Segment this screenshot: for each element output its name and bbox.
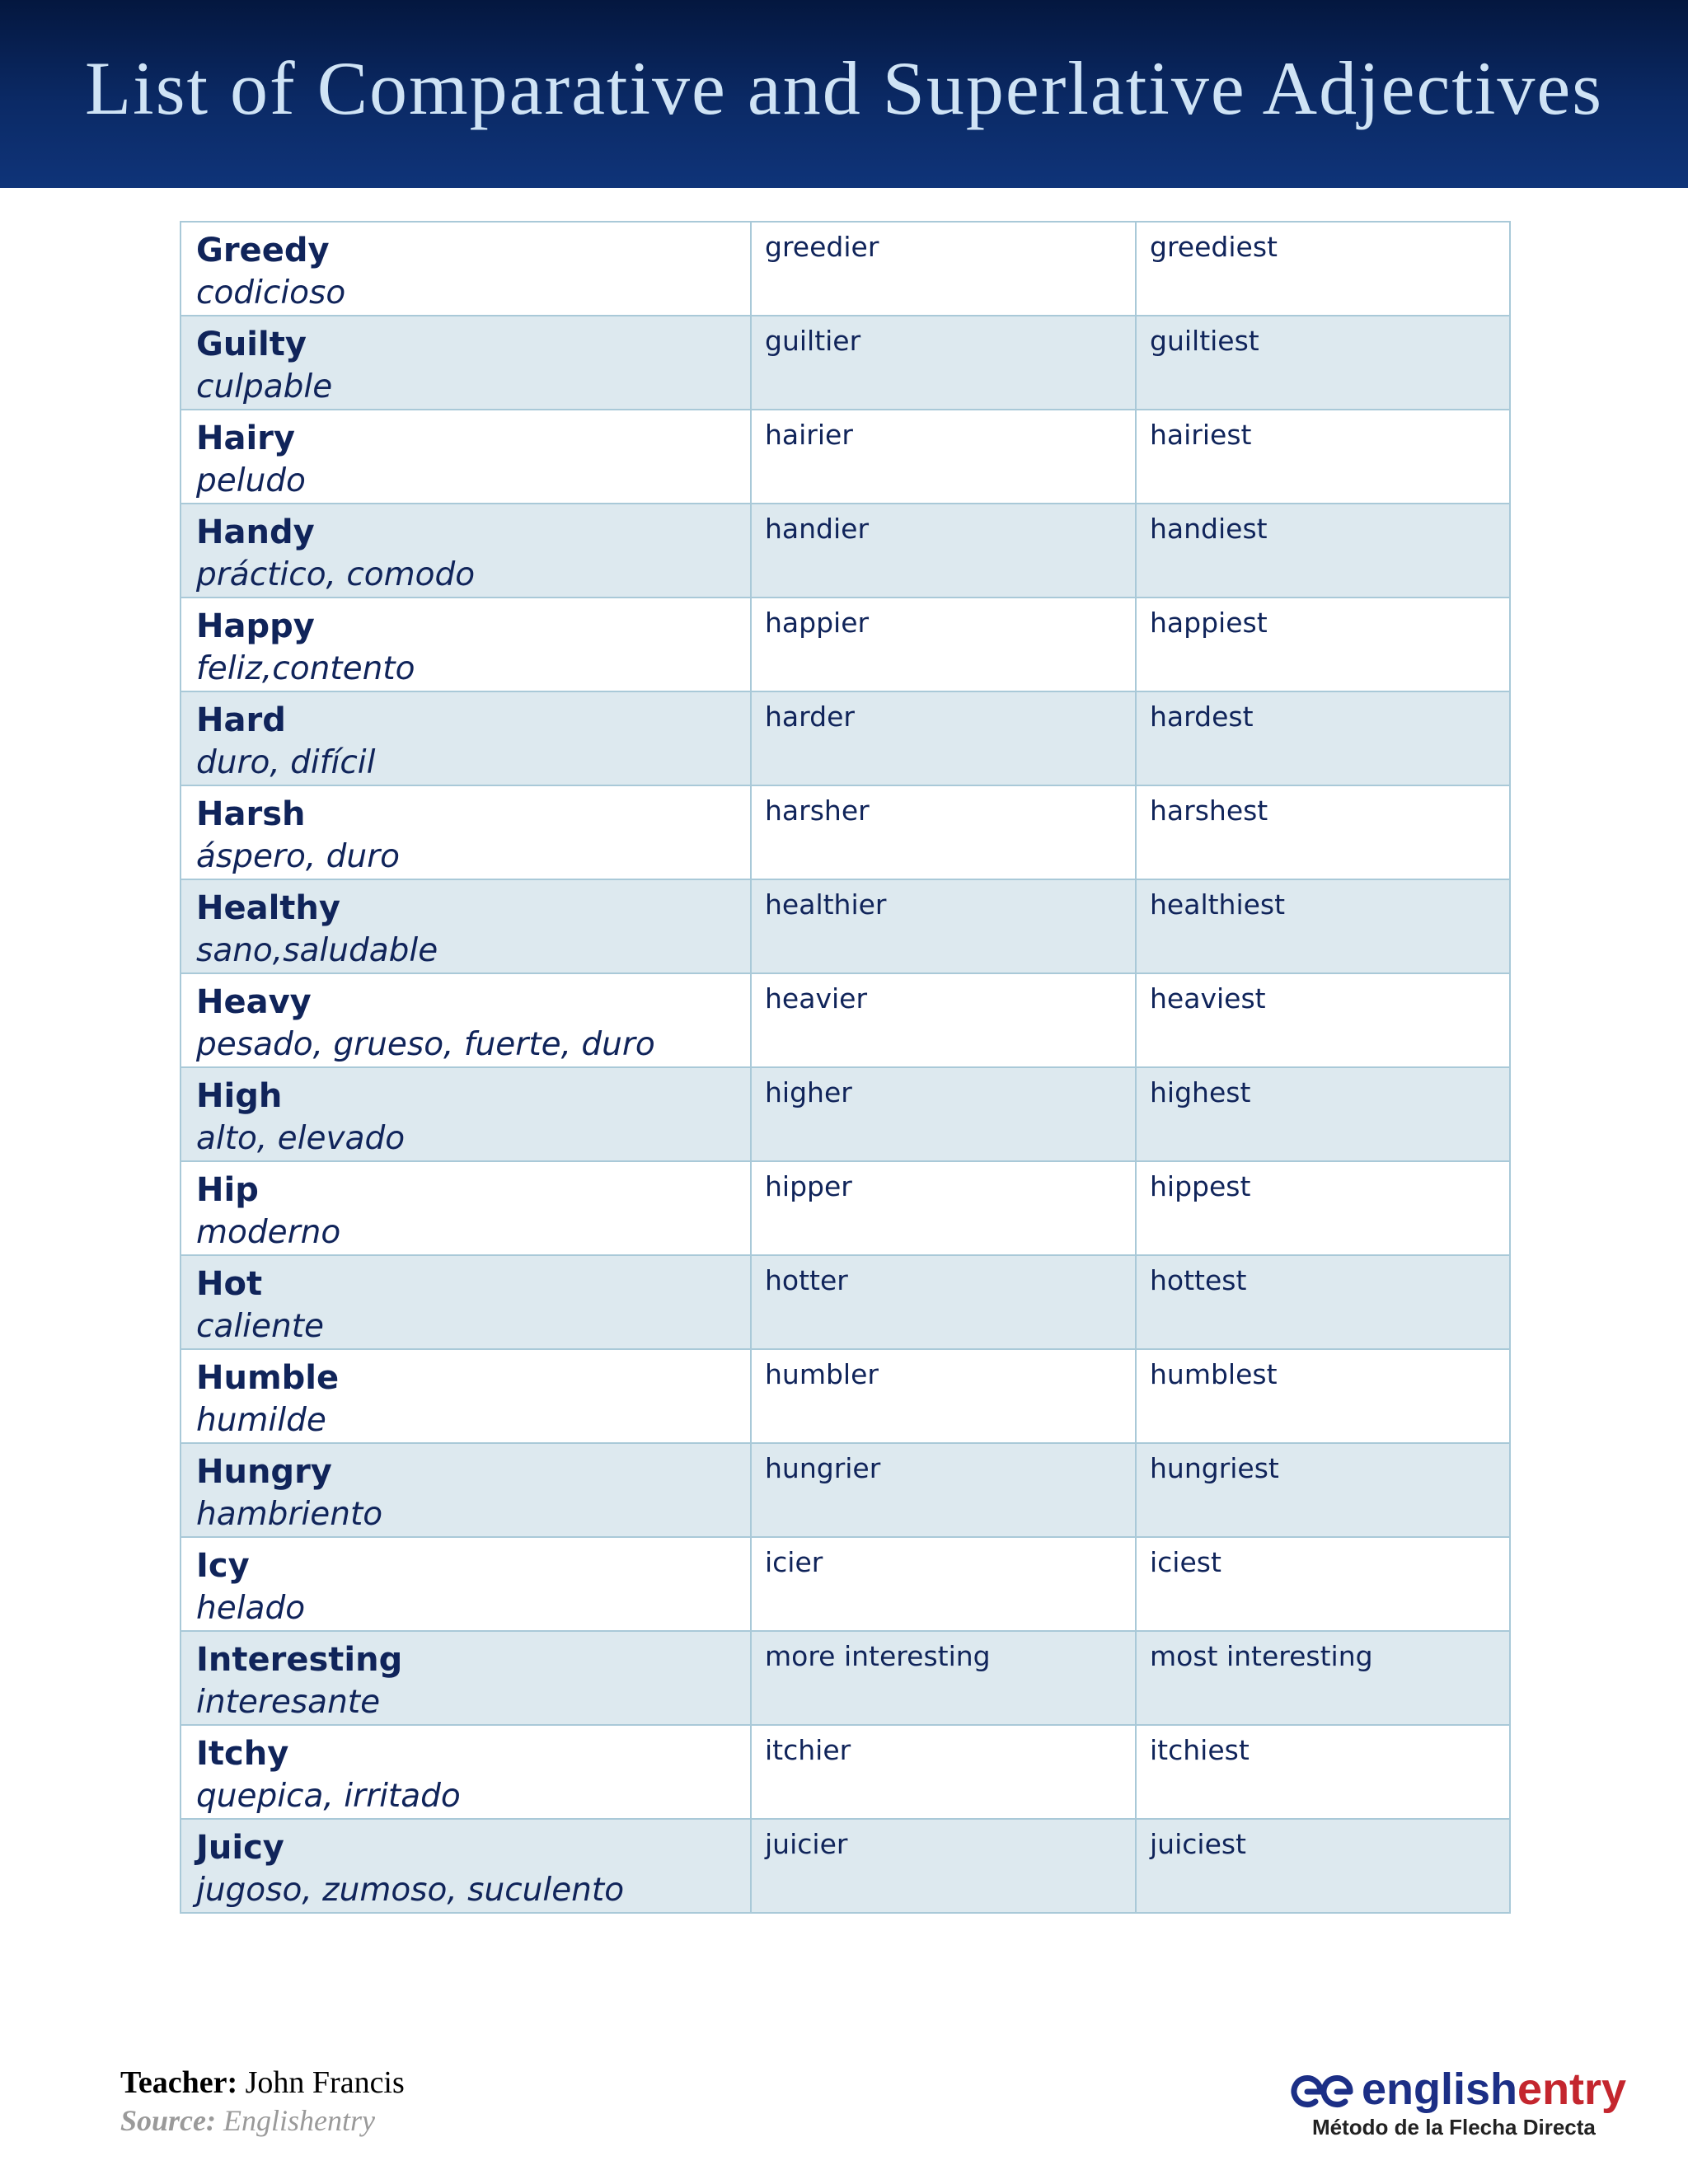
table-row [181,1819,1510,1913]
comparative-form: guiltier [765,325,861,357]
superlative-cell [1136,1255,1510,1349]
adjective-word: Harsh [196,795,306,833]
table-row [181,1725,1510,1819]
comparative-form: itchier [765,1734,851,1766]
adjective-cell [181,504,751,598]
adjective-translation: pesado, grueso, fuerte, duro [196,1026,655,1063]
logo-text-entry: entry [1517,2064,1627,2114]
table-row [181,1349,1510,1443]
adjective-cell [181,973,751,1067]
superlative-form: hairiest [1150,419,1252,451]
comparative-cell [751,1537,1136,1631]
comparative-form: harder [765,701,855,733]
superlative-cell [1136,691,1510,785]
adjective-cell [181,316,751,410]
source-name: Englishentry [223,2104,375,2137]
adjective-word: Greedy [196,232,330,269]
superlative-cell [1136,1161,1510,1255]
logo-tagline: Método de la Flecha Directa [1312,2115,1596,2139]
adjective-translation: caliente [196,1308,325,1345]
adjective-translation: interesante [196,1684,381,1721]
superlative-form: most interesting [1150,1640,1373,1672]
adjective-translation: peludo [196,462,306,499]
double-loop-arrow-icon [1287,2070,1358,2113]
adjective-cell [181,691,751,785]
adjective-cell [181,1255,751,1349]
adjective-cell [181,879,751,973]
superlative-form: itchiest [1150,1734,1250,1766]
comparative-form: higher [765,1076,852,1108]
adjective-word: Guilty [196,326,307,363]
comparative-cell [751,1255,1136,1349]
adjective-word: Icy [196,1547,250,1585]
table-row [181,1067,1510,1161]
adjective-translation: feliz,contento [196,650,415,687]
superlative-cell [1136,973,1510,1067]
comparative-cell [751,973,1136,1067]
comparative-form: greedier [765,231,879,263]
superlative-cell [1136,1631,1510,1725]
comparative-cell [751,1161,1136,1255]
comparative-cell [751,879,1136,973]
comparative-cell [751,1631,1136,1725]
comparative-cell [751,410,1136,504]
adjective-cell [181,1819,751,1913]
adjective-word: High [196,1077,283,1115]
superlative-form: highest [1150,1076,1251,1108]
table-row [181,504,1510,598]
adjective-translation: quepica, irritado [196,1778,461,1815]
superlative-form: healthiest [1150,888,1286,921]
table-row [181,410,1510,504]
table-row [181,222,1510,316]
adjective-word: Heavy [196,983,312,1021]
comparative-cell [751,598,1136,691]
adjective-cell [181,785,751,879]
logo-wordmark [1362,2064,1626,2115]
comparative-form: happier [765,607,870,639]
table-row [181,973,1510,1067]
superlative-cell [1136,410,1510,504]
superlative-cell [1136,1349,1510,1443]
adjective-word: Happy [196,607,315,645]
comparative-cell [751,1819,1136,1913]
adjective-word: Hard [196,701,286,739]
adjective-word: Itchy [196,1735,289,1773]
superlative-cell [1136,504,1510,598]
adjective-word: Humble [196,1359,340,1397]
adjective-word: Hungry [196,1453,332,1491]
adjective-translation: hambriento [196,1496,383,1533]
comparative-cell [751,222,1136,316]
comparative-cell [751,1725,1136,1819]
superlative-form: juiciest [1150,1828,1246,1860]
adjective-translation: moderno [196,1214,341,1251]
adjective-cell [181,410,751,504]
adjective-cell [181,1349,751,1443]
superlative-form: greediest [1150,231,1278,263]
englishentry-logo [1287,2064,1657,2141]
adjective-translation: alto, elevado [196,1120,406,1157]
superlative-cell [1136,598,1510,691]
source-line [120,2102,405,2139]
superlative-form: hardest [1150,701,1254,733]
adjective-translation: sano,saludable [196,932,438,969]
table-row [181,1161,1510,1255]
adjective-translation: helado [196,1590,306,1627]
comparative-form: icier [765,1546,823,1578]
source-label: Source: [120,2104,216,2137]
superlative-form: happiest [1150,607,1268,639]
adjective-word: Hot [196,1265,263,1303]
superlative-form: hippest [1150,1170,1251,1202]
adjective-cell [181,598,751,691]
superlative-form: harshest [1150,794,1268,827]
superlative-cell [1136,1067,1510,1161]
table-row [181,785,1510,879]
comparative-cell [751,785,1136,879]
superlative-cell [1136,1443,1510,1537]
table-row [181,1537,1510,1631]
superlative-cell [1136,1537,1510,1631]
adjectives-table [180,221,1511,1914]
adjectives-table-container [180,221,1509,1914]
adjective-word: Interesting [196,1641,403,1679]
page-title: List of Comparative and Superlative Adjectives [84,46,1604,130]
teacher-line [120,2064,405,2102]
superlative-form: heaviest [1150,982,1266,1015]
adjective-cell [181,1631,751,1725]
superlative-cell [1136,1819,1510,1913]
teacher-label: Teacher: [120,2065,238,2100]
superlative-form: hottest [1150,1264,1247,1296]
table-row [181,1255,1510,1349]
adjective-cell [181,222,751,316]
comparative-form: hungrier [765,1452,881,1484]
adjective-cell [181,1537,751,1631]
superlative-cell [1136,879,1510,973]
comparative-form: harsher [765,794,870,827]
comparative-cell [751,1443,1136,1537]
comparative-form: hairier [765,419,853,451]
comparative-cell [751,316,1136,410]
comparative-form: more interesting [765,1640,991,1672]
adjective-translation: áspero, duro [196,838,401,875]
adjective-translation: codicioso [196,274,346,312]
footer-credits [120,2064,405,2139]
superlative-cell [1136,316,1510,410]
table-row [181,879,1510,973]
comparative-form: heavier [765,982,868,1015]
table-row [181,1443,1510,1537]
comparative-form: humbler [765,1358,879,1390]
superlative-cell [1136,222,1510,316]
adjective-cell [181,1443,751,1537]
superlative-cell [1136,1725,1510,1819]
adjective-translation: humilde [196,1402,326,1439]
comparative-form: juicier [765,1828,848,1860]
adjective-translation: jugoso, zumoso, suculento [196,1872,625,1909]
comparative-cell [751,1067,1136,1161]
comparative-form: hotter [765,1264,848,1296]
comparative-form: healthier [765,888,887,921]
comparative-form: hipper [765,1170,852,1202]
adjective-translation: práctico, comodo [196,556,476,593]
comparative-cell [751,691,1136,785]
logo-text-english: english [1362,2064,1518,2114]
adjective-word: Hairy [196,419,295,457]
adjective-word: Healthy [196,889,340,927]
adjective-translation: culpable [196,368,333,405]
table-row [181,1631,1510,1725]
comparative-form: handier [765,513,870,545]
teacher-name: John Francis [245,2065,405,2100]
superlative-form: humblest [1150,1358,1278,1390]
table-row [181,691,1510,785]
table-row [181,316,1510,410]
adjective-cell [181,1067,751,1161]
superlative-form: iciest [1150,1546,1221,1578]
superlative-form: guiltiest [1150,325,1259,357]
superlative-form: hungriest [1150,1452,1279,1484]
page-header [0,0,1688,188]
adjective-translation: duro, difícil [196,744,376,781]
adjective-cell [181,1161,751,1255]
adjective-cell [181,1725,751,1819]
superlative-form: handiest [1150,513,1268,545]
adjective-word: Hip [196,1171,259,1209]
table-row [181,598,1510,691]
comparative-cell [751,1349,1136,1443]
adjective-word: Juicy [196,1829,284,1867]
superlative-cell [1136,785,1510,879]
comparative-cell [751,504,1136,598]
adjective-word: Handy [196,513,315,551]
